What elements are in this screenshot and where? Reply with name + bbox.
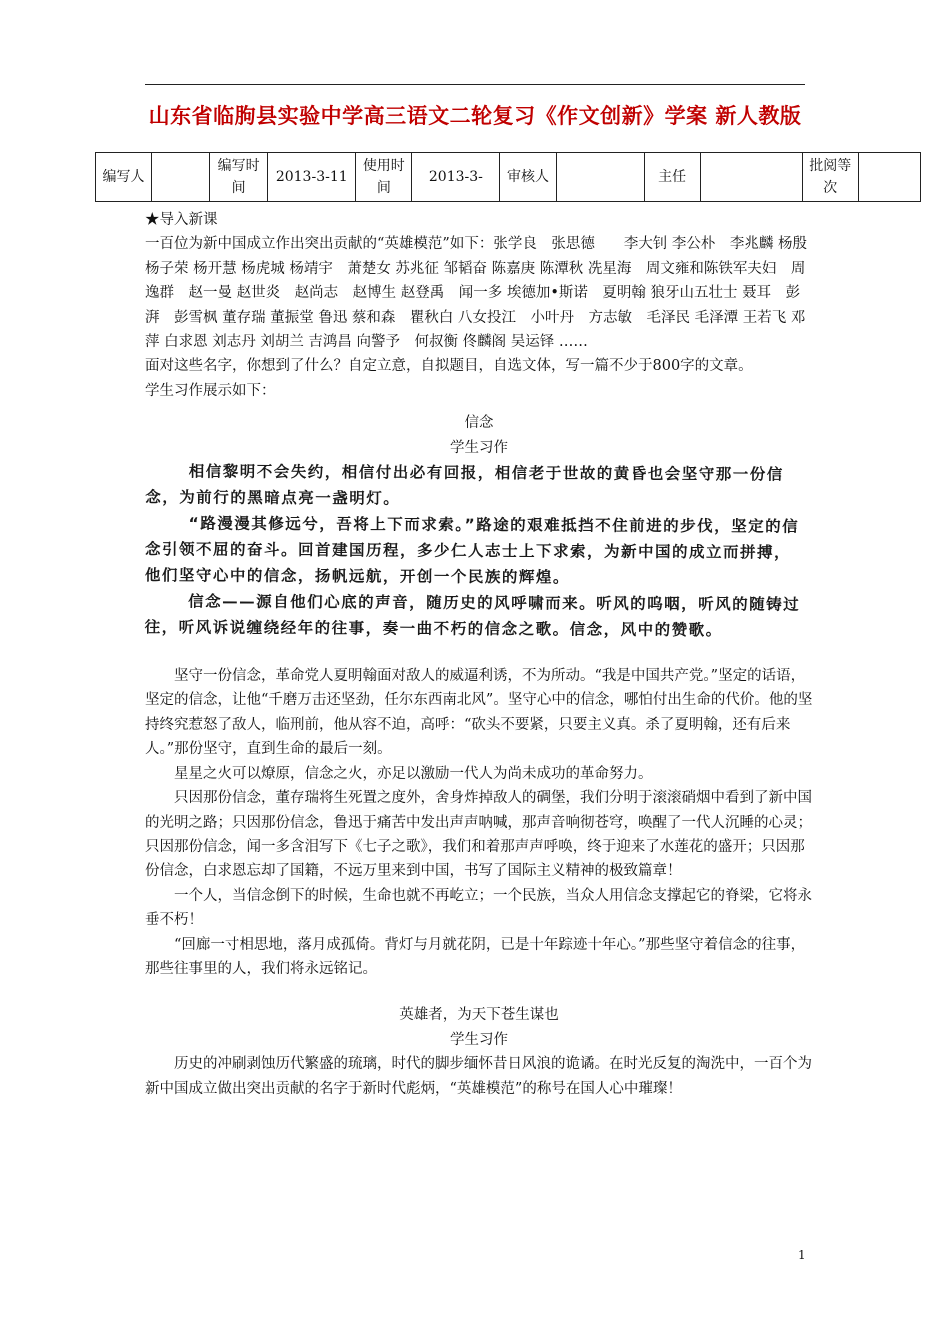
label-author: 编写人 [96, 153, 152, 202]
info-table [95, 152, 921, 202]
essay1-byline: 学生习作 [450, 439, 508, 456]
intro-paragraph: 一百位为新中国成立作出突出贡献的“英雄模范”如下：张学良 张思德 李大钊 李公朴 李兆麟 杨殷 杨子荣 杨开慧 杨虎城 杨靖宇 萧楚女 苏兆征 邹韬奋 陈嘉庚 陈潭秋 冼星海 周文雍和陈铁军夫妇 周逸群 赵一曼 赵世炎 赵尚志 赵博生 赵登禹 闻一多 埃德加•斯诺 夏明翰 狼牙山五壮士 聂耳 彭湃 彭雪枫 董存瑞 董振堂 鲁迅 蔡和森 瞿秋白 八女投江 小叶丹 方志敏 毛泽民 毛泽潭 王若飞 邓萍 白求恩 刘志丹 刘胡兰 吉鸿昌 向警予 何叔衡 佟麟阁 吴运铎 …… [145, 236, 808, 351]
essay1-paragraph: 坚守一份信念，革命党人夏明翰面对敌人的威逼利诱，不为所动。“我是中国共产党。”坚定的话语，坚定的信念，让他“千磨万击还坚劲，任尔东西南北风”。坚守心中的信念，哪怕付出生命的代价。他的坚持终究惹怒了敌人，临刑前，他从容不迫，高呼：“砍头不要紧，只要主义真。杀了夏明翰，还有后来人。”那份坚守，直到生命的最后一刻。 [145, 668, 813, 758]
document-body [145, 208, 813, 1101]
info-row [96, 153, 921, 202]
document-title: 山东省临朐县实验中学高三语文二轮复习《作文创新》学案 新人教版 [148, 104, 802, 128]
value-author [152, 153, 210, 202]
essay1-paragraph: “回廊一寸相思地，落月成孤倚。背灯与月就花阴，已是十年踪迹十年心。”那些坚守着信念的往事，那些往事里的人，我们将永远铭记。 [145, 936, 806, 977]
label-use-date: 使用时间 [356, 153, 412, 202]
essay2-title: 英雄者，为天下苍生谋也 [399, 1007, 559, 1024]
handwritten-paragraph: 信念——源自他们心底的声音，随历史的风呼啸而来。听风的呜咽，听风的随铸过往，听风诉说缠绕经年的往事，奏一曲不朽的信念之歌。信念，风中的赞歌。 [144, 592, 801, 640]
essay1-title: 信念 [464, 415, 494, 432]
writing-prompt: 面对这些名字，你想到了什么？自定立意，自拟题目，自选文体，写一篇不少于800字的文章。 [145, 358, 753, 375]
label-reviewer: 审核人 [500, 153, 556, 202]
essay1-paragraph: 一个人，当信念倒下的时候，生命也就不再屹立；一个民族，当众人用信念支撑起它的脊梁，它将永垂不朽！ [145, 887, 812, 929]
handwritten-paragraph: 相信黎明不会失约，相信付出必有回报，相信老于世故的黄昏也会坚守那一份信念，为前行的黑暗点亮一盏明灯。 [145, 462, 784, 508]
showcase-intro: 学生习作展示如下： [145, 382, 276, 399]
value-director [700, 153, 802, 202]
value-grade [858, 153, 920, 202]
handwritten-excerpt [145, 458, 814, 643]
label-director: 主任 [644, 153, 700, 202]
label-written-date: 编写时间 [210, 153, 268, 202]
label-grade: 批阅等次 [802, 153, 858, 202]
essay1-paragraph: 星星之火可以燎原，信念之火，亦足以激励一代人为尚未成功的革命努力。 [174, 765, 653, 782]
handwritten-paragraph: “路漫漫其修远兮，吾将上下而求索。”路途的艰难抵挡不住前进的步伐，坚定的信念引领不屈的奋斗。回首建国历程，多少仁人志士上下求索，为新中国的成立而拼搏，他们坚守心中的信念，扬帆远航，开创一个民族的辉煌。 [144, 514, 800, 587]
essay1-paragraph: 只因那份信念，董存瑞将生死置之度外，舍身炸掉敌人的碉堡，我们分明于滚滚硝烟中看到了新中国的光明之路；只因那份信念，鲁迅于痛苦中发出声声呐喊，那声音响彻苍穹，唤醒了一代人沉睡的心灵；只因那份信念，闻一多含泪写下《七子之歌》，我们和着那声声呼唤，终于迎来了水莲花的盛开；只因那份信念，白求恩忘却了国籍，不远万里来到中国，书写了国际主义精神的极致篇章！ [145, 790, 812, 880]
essay2-byline: 学生习作 [450, 1031, 508, 1048]
value-written-date: 2013-3-11 [268, 153, 356, 202]
header-rule [145, 84, 805, 85]
value-reviewer [556, 153, 644, 202]
page-number: 1 [798, 1248, 806, 1262]
essay2-paragraph: 历史的冲刷剥蚀历代繁盛的琉璃，时代的脚步缅怀昔日风浪的诡谲。在时光反复的淘洗中，一百个为新中国成立做出突出贡献的名字于新时代彪炳，“英雄模范”的称号在国人心中璀璨！ [145, 1056, 812, 1097]
value-use-date: 2013-3- [412, 153, 500, 202]
section-heading: ★导入新课 [145, 212, 218, 228]
